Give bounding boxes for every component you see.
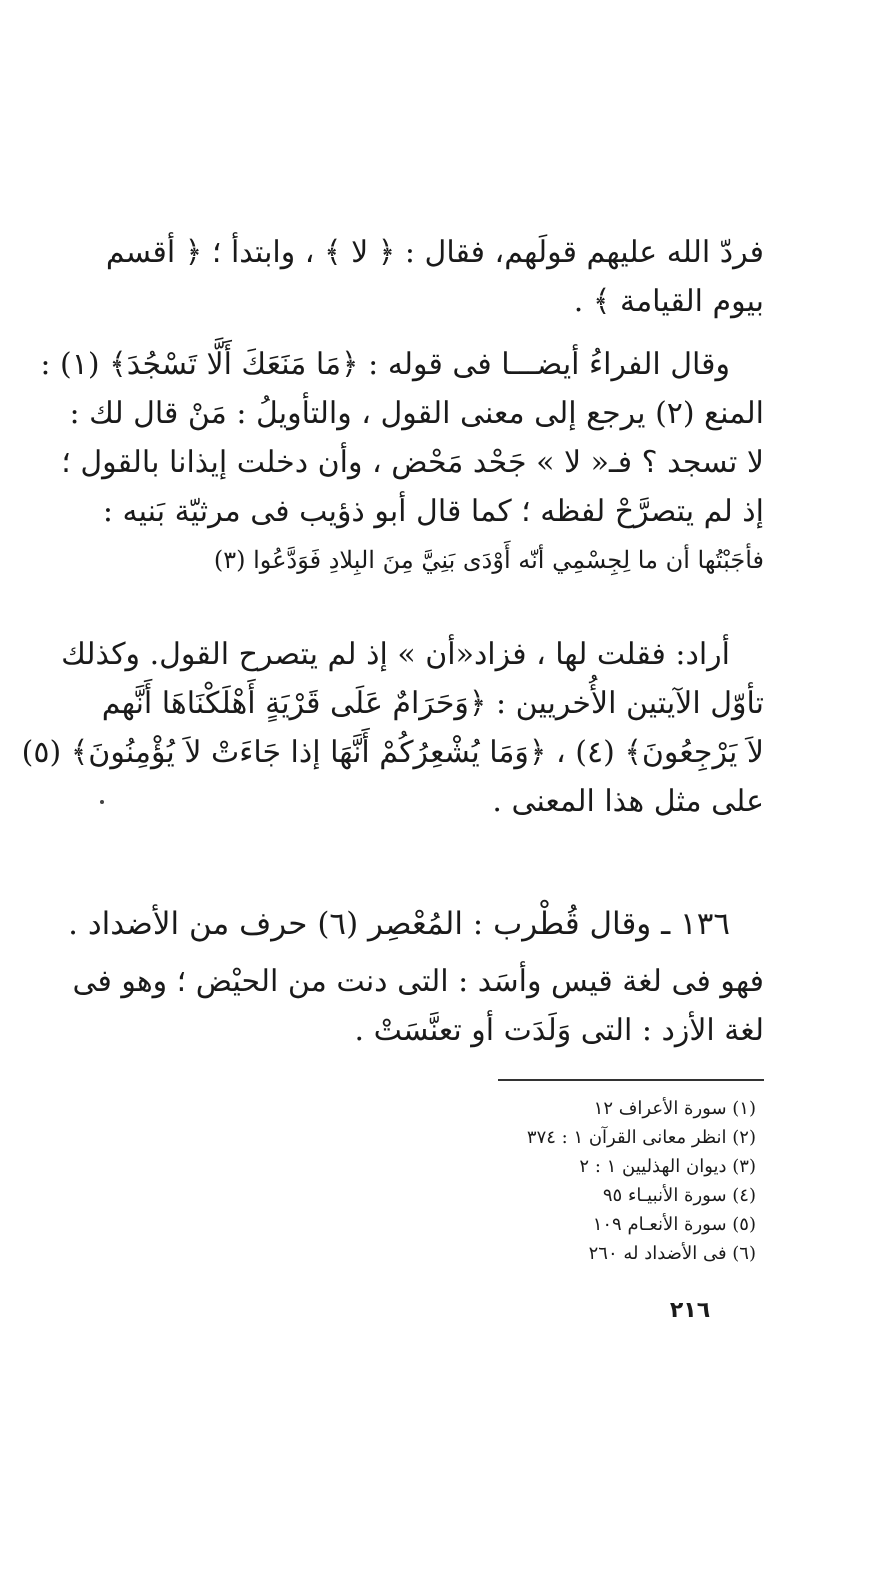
paragraph-3-line-4: على مثل هذا المعنى .: [492, 784, 764, 819]
paragraph-1-line-2: بيوم القيامة ﴾ .: [573, 284, 764, 319]
footnote-3: (٣) ديوان الهذليين ١ : ٢: [579, 1156, 756, 1177]
paragraph-3-line-2: تأوّل الآيتين الأُخريين : ﴿وَحَرَامٌ عَلَى قَرْيَةٍ أَهْلَكْنَاهَا أَنَّهم: [101, 686, 764, 721]
stray-dot: [100, 800, 104, 804]
footnotes: [456, 1094, 756, 1268]
entry-136-line-2: فهو فى لغة قيس وأسَد : التى دنت من الحيْض ؛ وهو فى: [72, 964, 764, 999]
entry-136-line-1: ١٣٦ ـ وقال قُطْرب : المُعْصِر (٦) حرف من الأضداد .: [68, 906, 730, 942]
paragraph-2-line-4: إذ لم يتصرَّحْ لفظه ؛ كما قال أبو ذؤيب فى مرثيّة بَنيه :: [102, 494, 764, 529]
paragraph-3-line-1: أراد: فقلت لها ، فزاد«أن » إذ لم يتصرح القول. وكذلك: [61, 637, 730, 672]
entry-136: [68, 900, 764, 1055]
paragraph-2-line-2: المنع (٢) يرجع إلى معنى القول ، والتأويلُ : مَنْ قال لك :: [69, 396, 764, 431]
footnote-5: (٥) سورة الأنعـام ١٠٩: [592, 1214, 756, 1235]
paragraph-3: [21, 630, 764, 826]
footnote-2: (٢) انظر معانى القرآن ١ : ٣٧٤: [526, 1127, 756, 1148]
footnote-divider: [498, 1079, 764, 1081]
footnote-6: (٦) فى الأضداد له ٢٦٠: [588, 1243, 756, 1264]
paragraph-2: [40, 340, 764, 585]
footnote-1: (١) سورة الأعراف ١٢: [593, 1098, 756, 1119]
paragraph-2-line-3: لا تسجد ؟ فـ« لا » جَحْد مَحْض ، وأن دخلت إيذانا بالقول ؛: [61, 445, 764, 480]
paragraph-1-line-1: فردّ الله عليهم قولَهم، فقال : ﴿ لا ﴾ ، وابتدأ ؛ ﴿ أقسم: [105, 235, 764, 270]
paragraph-3-line-3: لاَ يَرْجِعُونَ﴾ (٤) ، ﴿وَمَا يُشْعِرُكُمْ أَنَّهَا إذا جَاءَتْ لاَ يُؤْمِنُونَ﴾ (٥): [21, 735, 764, 770]
poetry-verse: فأجَبْتُها أن ما لِجِسْمِي أنّه أَوْدَى بَنِيَّ مِنَ البِلادِ فَوَدَّعُوا (٣): [213, 546, 764, 574]
paragraph-2-line-1: وقال الفراءُ أيضـــا فى قوله : ﴿مَا مَنَعَكَ أَلَّا تَسْجُدَ﴾ (١) :: [40, 347, 730, 382]
page-number: ٢١٦: [669, 1298, 711, 1323]
entry-136-line-3: لغة الأزد : التى وَلَدَت أو تعنَّسَتْ .: [354, 1013, 764, 1048]
footnote-4: (٤) سورة الأنبيـاء ٩٥: [602, 1185, 756, 1206]
paragraph-1: [100, 228, 764, 326]
